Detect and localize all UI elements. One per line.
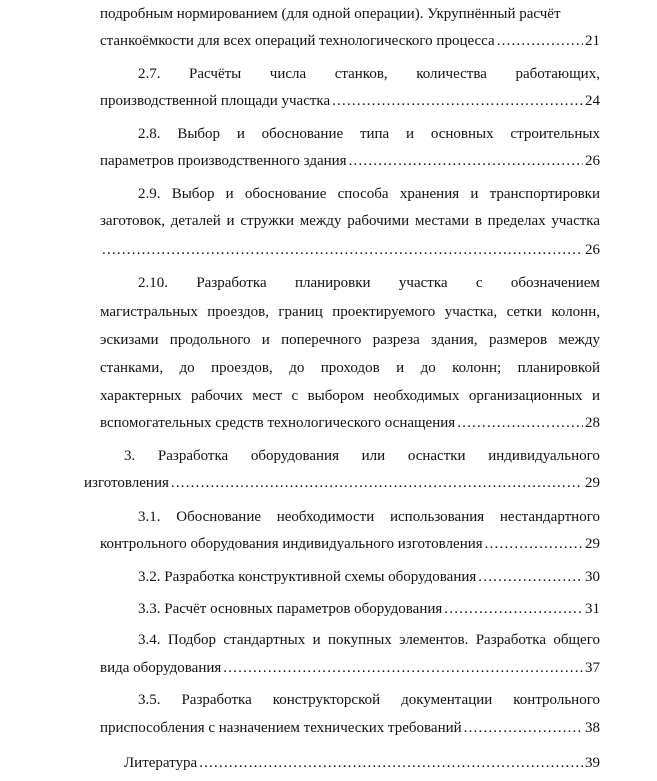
toc-entry-2-6-line2[interactable]: станкоёмкости для всех операций технологического процесса ..... 21 <box>100 31 600 51</box>
toc-entry-3-3[interactable]: 3.3. Расчёт основных параметров оборудования ..... 31 <box>138 599 600 619</box>
page-number: 26 <box>585 242 600 258</box>
toc-entry-2-10-line6[interactable]: вспомогательных средств технологического оснащения ..... 28 <box>100 413 600 433</box>
leader-dots <box>349 151 583 171</box>
toc-entry-2-7-line1[interactable]: 2.7. Расчёты числа станков, количества работающих, <box>138 66 600 82</box>
toc-entry-2-7-line2[interactable]: производственной площади участка ..... 24 <box>100 91 600 111</box>
toc-entry-3-5-line2[interactable]: приспособления с назначением технических требований ..... 38 <box>100 718 600 738</box>
toc-entry-2-8-line2[interactable]: параметров производственного здания ..... 26 <box>100 151 600 171</box>
toc-entry-3-1-line1[interactable]: 3.1. Обоснование необходимости использования нестандартного <box>138 509 600 525</box>
leader-dots <box>332 91 583 111</box>
page-number: 31 <box>585 601 600 617</box>
toc-entry-3-4-line1[interactable]: 3.4. Подбор стандартных и покупных элементов. Разработка общего <box>138 632 600 648</box>
toc-entry-3-2[interactable]: 3.2. Разработка конструктивной схемы оборудования ..... 30 <box>138 567 600 587</box>
page-number: 39 <box>585 755 600 771</box>
leader-dots <box>457 413 583 433</box>
toc-entry-2-10-line5[interactable]: характерных рабочих мест с выбором необходимых организационных и <box>100 388 600 404</box>
toc-entry-2-9-line2[interactable]: заготовок, деталей и стружки между рабочими местами в пределах участка <box>100 213 600 229</box>
toc-entry-2-10-line3[interactable]: эскизами продольного и поперечного разреза здания, размеров между <box>100 332 600 348</box>
toc-entry-literature[interactable]: Литература ..... 39 <box>124 753 600 773</box>
page-number: 37 <box>585 660 600 676</box>
leader-dots <box>497 31 583 51</box>
page-number: 21 <box>585 33 600 49</box>
leader-dots <box>464 718 583 738</box>
toc-entry-2-10-line2[interactable]: магистральных проездов, границ проектируемого участка, сетки колонн, <box>100 304 600 320</box>
toc-entry-3-1-line2[interactable]: контрольного оборудования индивидуального изготовления ..... 29 <box>100 534 600 554</box>
page-number: 28 <box>585 415 600 431</box>
leader-dots <box>102 240 583 260</box>
toc-entry-3-5-line1[interactable]: 3.5. Разработка конструкторской документации контрольного <box>138 692 600 708</box>
toc-entry-2-6-line1: подробным нормированием (для одной операции). Укрупнённый расчёт <box>100 6 561 22</box>
toc-entry-3-line2[interactable]: изготовления ..... 29 <box>84 473 600 493</box>
leader-dots <box>223 658 583 678</box>
leader-dots <box>199 753 583 773</box>
page-number: 30 <box>585 569 600 585</box>
page-number: 38 <box>585 720 600 736</box>
page-number: 24 <box>585 93 600 109</box>
page-number: 29 <box>585 536 600 552</box>
toc-entry-2-9-line3[interactable] <box>100 240 600 260</box>
toc-entry-2-9-line1[interactable]: 2.9. Выбор и обоснование способа хранения и транспортировки <box>138 186 600 202</box>
toc-entry-2-8-line1[interactable]: 2.8. Выбор и обоснование типа и основных строительных <box>138 126 600 142</box>
toc-entry-2-10-line1[interactable]: 2.10. Разработка планировки участка с обозначением <box>138 275 600 291</box>
page-number: 26 <box>585 153 600 169</box>
toc-entry-2-10-line4[interactable]: станками, до проездов, до проходов и до колонн; планировкой <box>100 360 600 376</box>
toc-entry-3-line1[interactable]: 3. Разработка оборудования или оснастки индивидуального <box>124 448 600 464</box>
leader-dots <box>171 473 583 493</box>
toc-entry-3-4-line2[interactable]: вида оборудования ..... 37 <box>100 658 600 678</box>
leader-dots <box>478 567 583 587</box>
leader-dots <box>485 534 583 554</box>
page-number: 29 <box>585 475 600 491</box>
leader-dots <box>444 599 583 619</box>
